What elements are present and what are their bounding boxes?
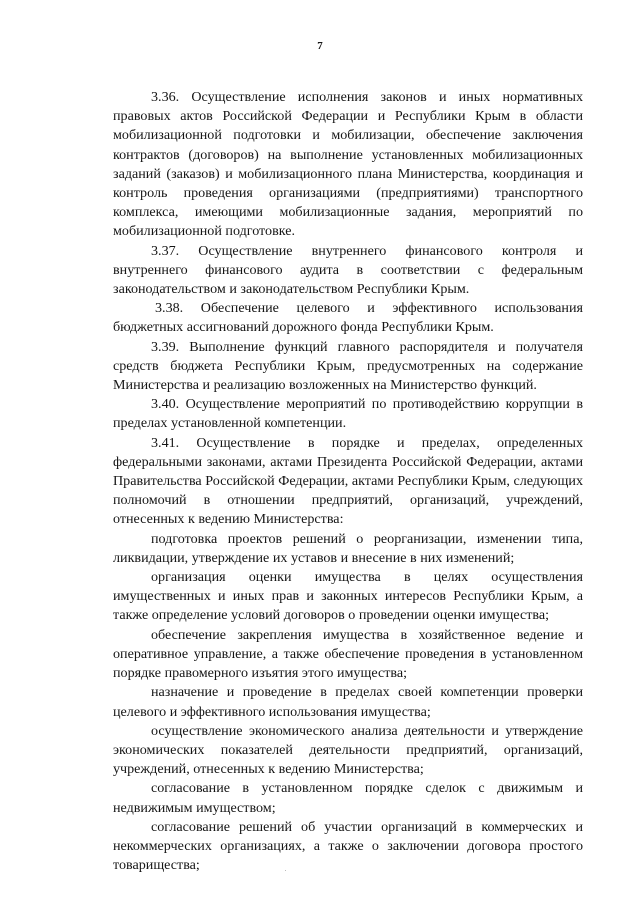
list-item-reorganization: подготовка проектов решений о реорганизации, изменении типа, ликвидации, утверждение их уставов и внесение в них изменений; <box>113 530 583 566</box>
list-item-transaction-approval: согласование в установленном порядке сделок с движимым и недвижимым имуществом; <box>113 780 583 816</box>
document-body <box>113 88 583 875</box>
list-item-usage-inspection: назначение и проведение в пределах своей компетенции проверки целевого и эффективного использования имущества; <box>113 684 583 720</box>
paragraph-3-40: 3.40. Осуществление мероприятий по противодействию коррупции в пределах установленной компетенции. <box>113 396 583 432</box>
paragraph-3-36: 3.36. Осуществление исполнения законов и иных нормативных правовых актов Российской Федерации и Республики Крым в области мобилизационной подготовки и мобилизации, обеспечение заключения контрактов (договоров) на выполнение установленных мобилизационных заданий (заказов) и мобилизационного плана Министерства, координация и контроль проведения организациями (предприятиями) транспортного комплекса, имеющими мобилизационные задания, мероприятий по мобилизационной подготовке. <box>113 89 583 240</box>
list-item-property-assignment: обеспечение закрепления имущества в хозяйственное ведение и оперативное управление, а также обеспечение проведения в установленном порядке правомерного изъятия этого имущества; <box>113 626 583 682</box>
paragraph-3-41: 3.41. Осуществление в порядке и пределах, определенных федеральными законами, актами Президента Российской Федерации, актами Правительства Российской Федерации, актами Республики Крым, следующих полномочий в отношении предприятий, организаций, учреждений, отнесенных к ведению Министерства: <box>113 434 583 528</box>
paragraph-3-37: 3.37. Осуществление внутреннего финансового контроля и внутреннего финансового аудита в соответствии с федеральным законодательством и законодательством Республики Крым. <box>113 242 583 298</box>
scan-artifact <box>285 870 286 871</box>
paragraph-3-38: 3.38. Обеспечение целевого и эффективного использования бюджетных ассигнований дорожного фонда Республики Крым. <box>113 300 583 336</box>
list-item-property-valuation: организация оценки имущества в целях осуществления имущественных и иных прав и законных интересов Республики Крым, а также определение условий договоров о проведении оценки имущества; <box>113 569 583 624</box>
list-item-participation-approval: согласование решений об участии организаций в коммерческих и некоммерческих организациях, а также о заключении договора простого товарищества; <box>113 818 583 874</box>
list-item-economic-analysis: осуществление экономического анализа деятельности и утверждение экономических показателей деятельности предприятий, организаций, учреждений, отнесенных к ведению Министерства; <box>113 722 583 778</box>
page-number: 7 <box>317 40 323 52</box>
paragraph-3-39: 3.39. Выполнение функций главного распорядителя и получателя средств бюджета Республики Крым, предусмотренных на содержание Министерства и реализацию возложенных на Министерство функций. <box>113 338 583 394</box>
